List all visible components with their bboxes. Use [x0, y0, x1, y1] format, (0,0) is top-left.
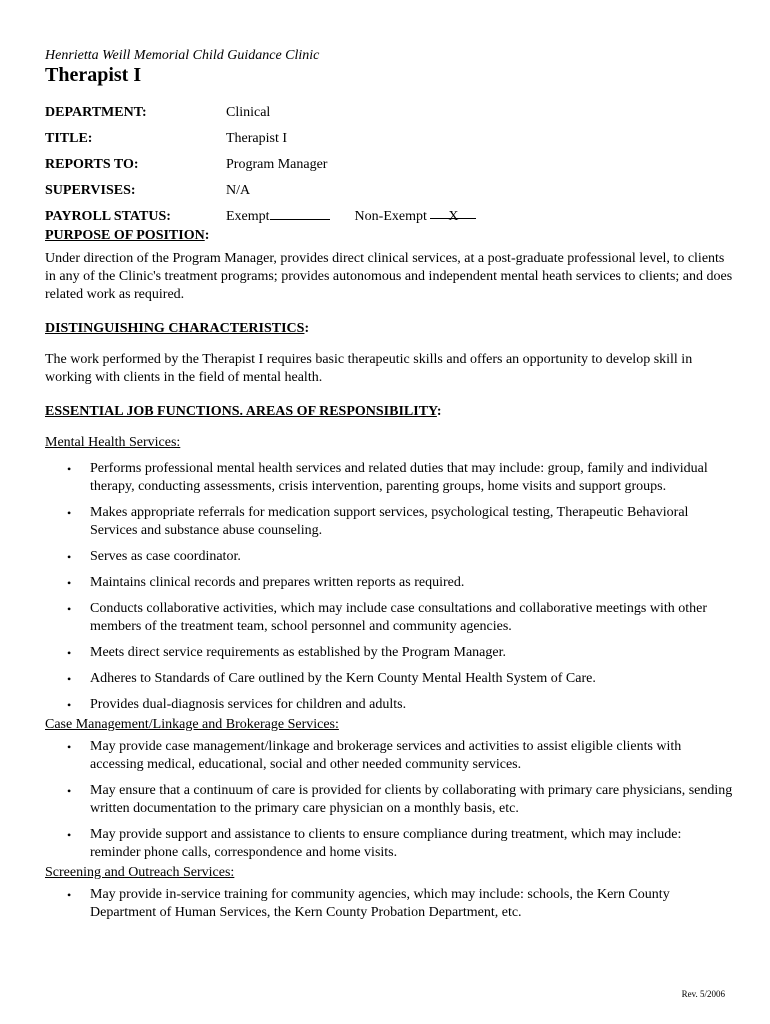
list-item: • Performs professional mental health services and related duties that may include: group, family and individual therapy, conducting assessments, crisis intervention, parenting groups, home visits and support groups.: [67, 461, 708, 494]
list-item: • Provides dual-diagnosis services for children and adults.: [67, 697, 407, 712]
document-page: [45, 48, 735, 930]
list-item: • Maintains clinical records and prepares written reports as required.: [67, 575, 465, 590]
bullet-icon: •: [67, 576, 72, 590]
bullet-icon: •: [67, 784, 72, 798]
non-exempt-mark: X: [430, 204, 476, 219]
organization-name: Henrietta Weill Memorial Child Guidance Clinic: [45, 48, 320, 63]
field-value: Program Manager: [226, 157, 328, 172]
bullet-icon: •: [67, 828, 72, 842]
group-title: Mental Health Services:: [45, 435, 181, 450]
essential-heading-text: ESSENTIAL JOB FUNCTIONS. AREAS OF RESPONSIBILITY: [45, 404, 437, 419]
field-label: REPORTS TO:: [45, 157, 139, 172]
non-exempt-label: Non-Exempt: [354, 209, 427, 224]
revision-note: Rev. 5/2006: [681, 989, 725, 999]
group-title: Case Management/Linkage and Brokerage Services:: [45, 717, 339, 732]
bullet-icon: •: [67, 698, 72, 712]
field-label: SUPERVISES:: [45, 183, 136, 198]
field-value: Clinical: [226, 105, 271, 120]
essential-heading: ESSENTIAL JOB FUNCTIONS. AREAS OF RESPONSIBILITY:: [45, 404, 442, 419]
field-label: DEPARTMENT:: [45, 105, 147, 120]
distinguishing-heading-text: DISTINGUISHING CHARACTERISTICS: [45, 321, 305, 336]
bullet-list: [45, 460, 735, 714]
bullet-icon: •: [67, 740, 72, 754]
field-title: [45, 126, 735, 152]
payroll-options: [226, 204, 735, 230]
field-department: [45, 100, 735, 126]
bullet-list: [45, 738, 735, 862]
distinguishing-text: The work performed by the Therapist I requires basic therapeutic skills and offers an opportunity to develop skill in working with clients in the field of mental health.: [45, 352, 693, 385]
bullet-icon: •: [67, 602, 72, 616]
list-item: • Conducts collaborative activities, which may include case consultations and collaborative meetings with other members of the treatment team, school personnel and community agencies.: [67, 601, 707, 634]
purpose-heading: PURPOSE OF POSITION:: [45, 228, 210, 243]
bullet-icon: •: [67, 462, 72, 476]
purpose-text: Under direction of the Program Manager, provides direct clinical services, at a post-graduate professional level, to clients in any of the Clinic's treatment programs; provides autonomous and independent mental heath services to clients; and does related work as required.: [45, 251, 733, 302]
page-title: Therapist I: [45, 64, 142, 86]
distinguishing-heading: DISTINGUISHING CHARACTERISTICS:: [45, 321, 310, 336]
list-item: • May provide case management/linkage and brokerage services and activities to assist eligible clients with accessing medical, educational, social and other needed community services.: [67, 739, 682, 772]
bullet-icon: •: [67, 506, 72, 520]
exempt-blank: [270, 205, 330, 220]
field-label: PAYROLL STATUS:: [45, 209, 171, 224]
list-item: • Makes appropriate referrals for medication support services, psychological testing, Therapeutic Behavioral Services and substance abuse counseling.: [67, 505, 689, 538]
list-item: • Adheres to Standards of Care outlined by the Kern County Mental Health System of Care.: [67, 671, 596, 686]
field-supervises: [45, 178, 735, 204]
field-reports-to: [45, 152, 735, 178]
bullet-icon: •: [67, 672, 72, 686]
exempt-label: Exempt: [226, 209, 270, 224]
job-fields: [45, 100, 735, 230]
field-value: N/A: [226, 183, 251, 198]
list-item: • May provide in-service training for community agencies, which may include: schools, the Kern County Department of Human Services, the Kern County Probation Department, etc.: [67, 887, 670, 920]
list-item: • Serves as case coordinator.: [67, 549, 241, 564]
bullet-icon: •: [67, 888, 72, 902]
list-item: • May ensure that a continuum of care is provided for clients by collaborating with primary care physicians, sending written documentation to the primary care physician on a monthly basis, etc.: [67, 783, 733, 816]
list-item: • Meets direct service requirements as established by the Program Manager.: [67, 645, 506, 660]
bullet-icon: •: [67, 646, 72, 660]
field-payroll-status: [45, 204, 735, 230]
bullet-icon: •: [67, 550, 72, 564]
field-label: TITLE:: [45, 131, 93, 146]
list-item: • May provide support and assistance to clients to ensure compliance during treatment, which may include: reminder phone calls, correspondence and home visits.: [67, 827, 682, 860]
group-title: Screening and Outreach Services:: [45, 865, 235, 880]
field-value: Therapist I: [226, 131, 288, 146]
purpose-heading-text: PURPOSE OF POSITION: [45, 228, 205, 243]
bullet-list: [45, 886, 735, 922]
